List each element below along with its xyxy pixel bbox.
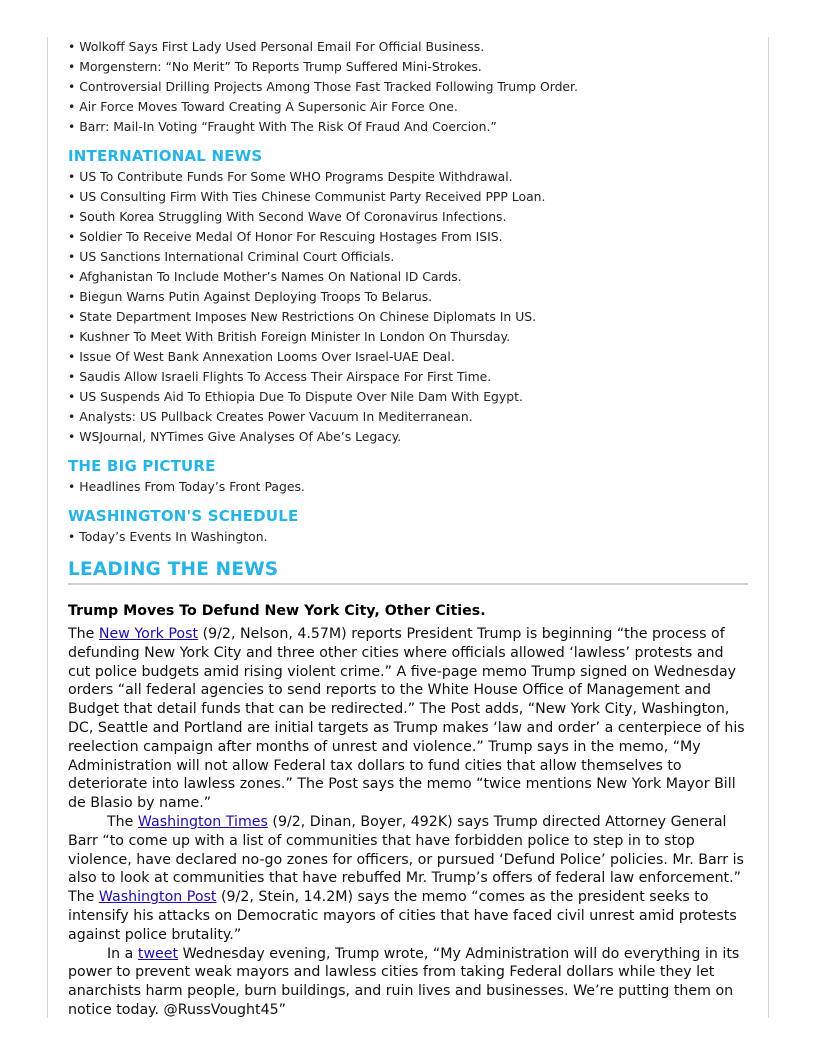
washington-post-link[interactable]: Washington Post bbox=[98, 889, 217, 906]
story-paragraph-2 bbox=[68, 813, 748, 945]
text-run: In a bbox=[107, 945, 138, 962]
text-run: The bbox=[68, 626, 99, 642]
new-york-post-link[interactable]: New York Post bbox=[98, 626, 199, 642]
right-border bbox=[768, 37, 769, 1018]
leading-the-news-heading: LEADING THE NEWS bbox=[68, 557, 748, 585]
list-item[interactable]: • South Korea Struggling With Second Wave Of Coronavirus Infections. bbox=[68, 207, 748, 227]
list-item[interactable]: • Biegun Warns Putin Against Deploying Troops To Belarus. bbox=[68, 287, 748, 307]
big-picture-heading: THE BIG PICTURE bbox=[68, 457, 216, 475]
list-item[interactable]: • US Consulting Firm With Ties Chinese Communist Party Received PPP Loan. bbox=[68, 187, 748, 207]
list-item[interactable]: • Kushner To Meet With British Foreign Minister In London On Thursday. bbox=[68, 327, 748, 347]
list-item[interactable]: • Analysts: US Pullback Creates Power Vacuum In Mediterranean. bbox=[68, 407, 748, 427]
top-headline-list bbox=[68, 37, 748, 137]
international-news-list bbox=[68, 167, 748, 447]
text-run: The bbox=[107, 813, 138, 830]
international-news-heading: INTERNATIONAL NEWS bbox=[68, 147, 263, 165]
list-item[interactable]: • State Department Imposes New Restrictions On Chinese Diplomats In US. bbox=[68, 307, 748, 327]
washington-schedule-list bbox=[68, 527, 748, 547]
washington-schedule-heading: WASHINGTON'S SCHEDULE bbox=[68, 507, 299, 525]
list-item[interactable]: • Soldier To Receive Medal Of Honor For Rescuing Hostages From ISIS. bbox=[68, 227, 748, 247]
list-item[interactable]: • Saudis Allow Israeli Flights To Access Their Airspace For First Time. bbox=[68, 367, 748, 387]
text-run: (9/2, Dinan, Boyer, 492K) says Trump directed Attorney General Barr “to come up with a list of communities that have forbidden police to step in to stop violence, have declared no-go zones for officers, or pursued ‘Defund Police’ policies. Mr. Barr is also to look at communities that have rebuffed Mr. Trump’s offers of federal law enforcement.” The bbox=[68, 813, 744, 906]
tweet-link[interactable]: tweet bbox=[137, 945, 179, 962]
text-run: Wednesday evening, Trump wrote, “My Administration will do everything in its power to prevent weak mayors and lawless cities from taking Federal dollars while they let anarchists harm people, burn buildings, and ruin lives and businesses. We’re putting them on notice today. @RussVought45” bbox=[68, 945, 740, 1018]
list-item[interactable]: • Controversial Drilling Projects Among Those Fast Tracked Following Trump Order. bbox=[68, 77, 748, 97]
list-item[interactable]: • Morgenstern: “No Merit” To Reports Trump Suffered Mini-Strokes. bbox=[68, 57, 748, 77]
story-paragraph-1 bbox=[68, 625, 748, 813]
list-item[interactable]: • WSJournal, NYTimes Give Analyses Of Abe’s Legacy. bbox=[68, 427, 748, 447]
text-run: (9/2, Stein, 14.2M) says the memo “comes as the president seeks to intensify his attacks on Democratic mayors of cities that have faced civil unrest amid protests against police brutality.” bbox=[68, 889, 737, 943]
list-item[interactable]: • Issue Of West Bank Annexation Looms Over Israel-UAE Deal. bbox=[68, 347, 748, 367]
left-border bbox=[47, 37, 48, 1018]
text-run: (9/2, Nelson, 4.57M) reports President Trump is beginning “the process of defunding New York City and three other cities where officials allowed ‘lawless’ protests and cut police budgets amid rising violent crime.” A five-page memo Trump signed on Wednesday orders “all federal agencies to send reports to the White House Office of Management and Budget that detail funds that can be redirected.” The Post adds, “New York City, Washington, DC, Seattle and Portland are initial targets as Trump makes ‘law and order’ a centerpiece of his reelection campaign after months of unrest and violence.” Trump says in the memo, “My Administration will not allow Federal tax dollars to fund cities that allow themselves to deteriorate into lawless zones.” The Post says the memo “twice mentions New York Mayor Bill de Blasio by name.” bbox=[68, 626, 745, 812]
list-item[interactable]: • Air Force Moves Toward Creating A Supersonic Air Force One. bbox=[68, 97, 748, 117]
list-item[interactable]: • US Sanctions International Criminal Court Officials. bbox=[68, 247, 748, 267]
story-paragraph-3 bbox=[68, 945, 748, 1020]
newsletter-body bbox=[68, 37, 748, 1020]
big-picture-list bbox=[68, 477, 748, 497]
story-title: Trump Moves To Defund New York City, Other Cities. bbox=[68, 603, 486, 619]
washington-times-link[interactable]: Washington Times bbox=[137, 813, 268, 830]
list-item[interactable]: • Afghanistan To Include Mother’s Names On National ID Cards. bbox=[68, 267, 748, 287]
list-item[interactable]: • Barr: Mail-In Voting “Fraught With The Risk Of Fraud And Coercion.” bbox=[68, 117, 748, 137]
list-item[interactable]: • US Suspends Aid To Ethiopia Due To Dispute Over Nile Dam With Egypt. bbox=[68, 387, 748, 407]
list-item[interactable]: • US To Contribute Funds For Some WHO Programs Despite Withdrawal. bbox=[68, 167, 748, 187]
list-item[interactable]: • Headlines From Today’s Front Pages. bbox=[68, 477, 748, 497]
list-item[interactable]: • Wolkoff Says First Lady Used Personal Email For Official Business. bbox=[68, 37, 748, 57]
list-item[interactable]: • Today’s Events In Washington. bbox=[68, 527, 748, 547]
